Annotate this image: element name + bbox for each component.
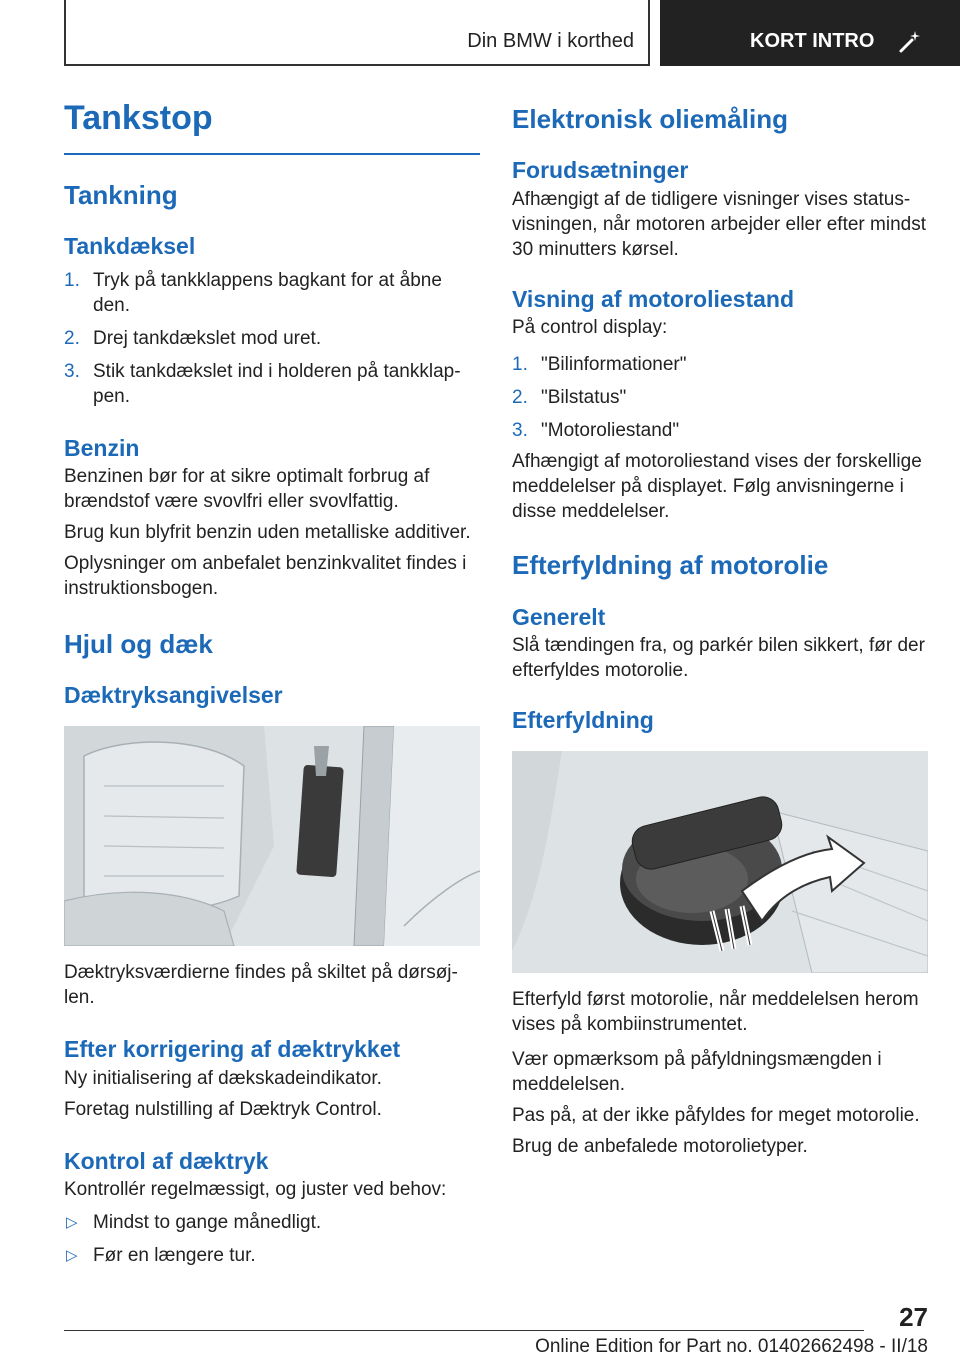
step-text: "Bilinformationer" — [541, 354, 687, 376]
kontrol-bullet-list — [64, 1210, 480, 1268]
list-item — [512, 418, 930, 443]
header-section-title: Din BMW i korthed — [467, 30, 634, 52]
bullet-triangle-icon: ▷ — [66, 1247, 78, 1265]
door-pillar-illustration — [64, 726, 480, 946]
heading-elektronisk-oliemaaling: Elektronisk oliemåling — [512, 104, 788, 134]
heading-hjul-og-daek: Hjul og dæk — [64, 629, 213, 660]
efterfyldning-paragraph-4: Brug de anbefalede motorolietyper. — [512, 1135, 808, 1157]
efterfyldning-paragraph-3: Pas på, at der ikke påfyldes for meget motorolie. — [512, 1104, 920, 1126]
forudsaetninger-paragraph: Afhængigt af de tidligere visninger vises status‐visningen, når motoren arbejder eller efter mindst 30 minutters kørsel. — [512, 188, 926, 260]
benzin-paragraph-1: Benzinen bør for at sikre optimalt forbrug af brændstof være svovlfri eller svovlfattig. — [64, 466, 430, 513]
step-text: Stik tankdækslet ind i holderen på tankklap‐pen. — [93, 360, 461, 407]
bullet-text: Før en længere tur. — [93, 1245, 256, 1267]
list-item — [64, 1243, 480, 1268]
list-item — [64, 268, 480, 318]
generelt-paragraph: Slå tændingen fra, og parkér bilen sikkert, før der efterfyldes motorolie. — [512, 635, 925, 682]
step-text: Drej tankdækslet mod uret. — [93, 327, 322, 349]
step-number: 3. — [64, 360, 80, 382]
step-number: 3. — [512, 420, 528, 442]
step-number: 2. — [512, 387, 528, 409]
list-item — [64, 359, 480, 409]
heading-kontrol-af-daektryk: Kontrol af dæktryk — [64, 1147, 269, 1174]
step-number: 1. — [512, 354, 528, 376]
visning-paragraph: På control display: — [512, 317, 668, 339]
benzin-paragraph-2: Brug kun blyfrit benzin uden metalliske additiver. — [64, 522, 471, 544]
efter-korrigering-paragraph-1: Ny initialisering af dækskadeindikator. — [64, 1067, 382, 1089]
left-column — [64, 98, 480, 1268]
step-number: 2. — [64, 327, 80, 349]
oil-cap-illustration — [512, 751, 928, 973]
door-pillar-drawing — [64, 726, 480, 946]
heading-efterfyldning-af-motorolie: Efterfyldning af motorolie — [512, 550, 829, 581]
heading-generelt: Generelt — [512, 603, 606, 630]
list-item — [64, 1210, 480, 1235]
page-number: 27 — [899, 1302, 928, 1332]
tank-steps-list — [64, 268, 480, 409]
list-item — [512, 385, 930, 410]
kontrol-paragraph: Kontrollér regelmæssigt, og juster ved behov: — [64, 1179, 447, 1201]
step-text: "Motoroliestand" — [541, 420, 680, 442]
heading-efter-korrigering: Efter korrigering af dæktrykket — [64, 1035, 401, 1062]
visning-paragraph-2: Afhængigt af motoroliestand vises der forskellige meddelelser på displayet. Følg anvisningerne i disse meddelelser. — [512, 451, 922, 523]
right-column — [512, 98, 930, 1159]
heading-benzin: Benzin — [64, 434, 140, 461]
heading-forudsaetninger: Forudsætninger — [512, 157, 689, 184]
benzin-paragraph-3: Oplysninger om anbefalet benzinkvalitet findes i instruktionsbogen. — [64, 553, 467, 600]
footer-edition: Online Edition for Part no. 01402662498 - II/18 — [535, 1336, 928, 1357]
heading-visning-af-motoroliestand: Visning af motoroliestand — [512, 285, 794, 312]
wand-icon — [898, 28, 924, 54]
list-item — [64, 326, 480, 351]
heading-tankdaeksel: Tankdæksel — [64, 232, 196, 259]
page-header — [0, 0, 960, 66]
heading-daektryksangivelser: Dæktryksangivelser — [64, 682, 283, 709]
list-item — [512, 352, 930, 377]
efter-korrigering-paragraph-2: Foretag nulstilling af Dæktryk Control. — [64, 1098, 382, 1120]
header-tab-label: KORT INTRO — [750, 30, 875, 52]
visning-steps-list — [512, 352, 930, 443]
page-title: Tankstop — [64, 99, 213, 137]
bullet-text: Mindst to gange månedligt. — [93, 1212, 322, 1234]
step-text: Tryk på tankklappens bagkant for at åbne den. — [93, 269, 442, 316]
bullet-triangle-icon: ▷ — [66, 1214, 78, 1232]
heading-efterfyldning: Efterfyldning — [512, 707, 654, 734]
header-tab — [660, 0, 960, 66]
heading-tankning: Tankning — [64, 179, 178, 210]
daektryk-paragraph: Dæktryksværdierne findes på skiltet på dørsøj‐len. — [64, 961, 458, 1008]
oil-cap-drawing — [512, 751, 928, 973]
footer-rule — [64, 1330, 864, 1331]
header-section-box — [64, 0, 650, 66]
efterfyldning-paragraph-1: Efterfyld først motorolie, når meddelelsen herom vises på kombiinstrumentet. — [512, 988, 919, 1035]
efterfyldning-paragraph-2: Vær opmærksom på påfyldningsmængden i meddelelsen. — [512, 1048, 882, 1095]
step-text: "Bilstatus" — [541, 387, 627, 409]
title-rule — [64, 153, 480, 155]
step-number: 1. — [64, 269, 80, 291]
